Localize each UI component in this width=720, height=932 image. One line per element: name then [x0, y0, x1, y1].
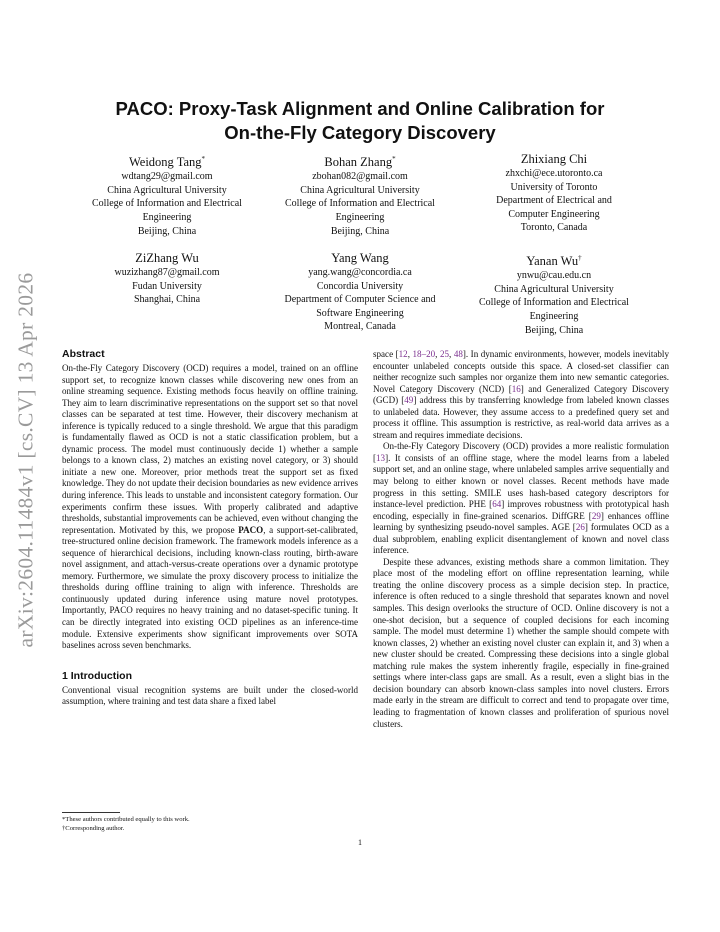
- author-location: Toronto, Canada: [520, 222, 588, 234]
- citation-link[interactable]: 26: [575, 522, 585, 533]
- page-number: 1: [358, 838, 362, 847]
- author-location: Beijing, China: [137, 225, 197, 237]
- author-email: wuzizhang87@gmail.com: [114, 267, 220, 278]
- author-name: Weidong Tang: [128, 155, 202, 170]
- introduction-heading: 1 Introduction: [62, 669, 132, 682]
- author-affiliation: China Agricultural University: [300, 184, 420, 196]
- citation-link[interactable]: 64: [492, 499, 502, 510]
- author-block-2: [267, 151, 453, 238]
- citation-link[interactable]: 13: [376, 452, 386, 463]
- footnote-rule: [62, 812, 120, 813]
- abstract-body: On-the-Fly Category Discovery (OCD) requires a model, trained on an offline support set, to recognize known classes while discovering new ones from an online streaming sequence. Existing methods focus heavily on offline training. They aim to learn discriminative representations on the support set so that novel classes can be separated at test time. However, their discovery mechanism at inference is typically reduced to a single threshold. We argue that this paradigm is fundamentally flawed as OCD is not a static classification problem, but a dynamic process. The model must continuously decide 1) whether a sample belongs to a known class, 2) matches an existing novel category, or 3) should initiate a new one. Moreover, prior methods treat the support set as fixed knowledge. They do not update their decision boundaries as new evidence arrives during inference. This leads to unstable and inconsistent category formation. Our experiments confirm these issues. With properly calibrated and adaptive thresholds, substantial improvements can be achieved, even without changing the representation. Motivated by this, we propose PACO, a support-set-calibrated, tree-structured online decision framework. The framework models inference as a sequence of hierarchical decisions, including known-class routing, birth-aware novel assignment, and attach-versus-create operations over a dynamic prototype memory. Furthermore, we simulate the proxy discovery process to initialize the thresholds during offline training to align with inference. Thresholds are continuously updated during inference using mature novel prototypes. Importantly, PACO requires no heavy training and no dataset-specific tuning. It can be directly integrated into existing OCD pipelines as an inference-time module. Extensive experiments show significant improvements over SOTA baselines across seven benchmarks.: [62, 363, 358, 651]
- author-block-4: [74, 250, 260, 307]
- author-email: wdtang29@gmail.com: [121, 171, 213, 183]
- method-name: PACO: [238, 524, 264, 535]
- author-email: zhxchi@ece.utoronto.ca: [505, 168, 603, 179]
- author-affiliation: Concordia University: [316, 280, 404, 292]
- abstract-heading: Abstract: [62, 348, 105, 360]
- author-email: ynwu@cau.edu.cn: [516, 270, 592, 282]
- intro-paragraph-2: On-the-Fly Category Discovery (OCD) provides a more realistic formulation [13]. It consists of an offline stage, where the model learns from a labeled support set, and an online stage, where unlabeled samples arrive sequentially and may belong to either known or novel classes. Recent methods have made progress in this setting. SMILE uses hash-based category descriptors for instance-level prediction. PHE [64] improves robustness with prototypical hash encoding, especially in fine-grained scenarios. DiffGRE [29] enhances offline learning by synthesizing pseudo-novel samples. AGE [26] formulates OCD as a dual subproblem, enabling explicit disentanglement of known and novel class inference.: [373, 441, 670, 556]
- arxiv-side-banner: [10, 255, 42, 665]
- author-department: College of Information and Electrical: [479, 297, 629, 309]
- author-name: Zhixiang Chi: [520, 152, 588, 166]
- citation-link[interactable]: 25: [439, 349, 449, 359]
- footnote-corresponding-author: †Corresponding author.: [62, 825, 125, 832]
- equal-contribution-mark: *: [201, 155, 206, 163]
- author-email: zbohan082@gmail.com: [312, 171, 408, 183]
- intro-paragraph-3: Despite these advances, existing methods share a common limitation. They place most of the modeling effort on offline representation learning, while treating the online discovery process as a simple decision step. In practice, inference is often reduced to a single threshold that separates known and novel samples. This design overlooks the structure of OCD. Online discovery is not a one-shot decision, but a sequence of coupled decisions for each incoming sample. The model must determine 1) whether the sample should compete with known classes, 2) whether an existing novel cluster can explain it, and 3) when a new cluster should be created. Compressing these decisions into a single global matching rule makes the system inherently fragile, especially in fine-grained settings where inter-class gaps are small. As a result, even a slight bias in the decision boundary can absorb known-class samples into novel clusters. Errors made early in the stream are difficult to correct and tend to propagate over time, leading to fragmentation of known classes and proliferation of spurious novel clusters.: [373, 556, 669, 729]
- author-affiliation: Fudan University: [132, 280, 202, 292]
- author-affiliation: China Agricultural University: [494, 283, 614, 295]
- author-block-1: [74, 151, 260, 238]
- equal-contribution-mark: *: [392, 155, 396, 163]
- citation-link[interactable]: 29: [591, 510, 601, 521]
- author-email: yang.wang@concordia.ca: [308, 267, 412, 278]
- author-department: Department of Electrical and: [496, 195, 612, 207]
- author-affiliation: China Agricultural University: [107, 184, 227, 196]
- author-department-cont: Software Engineering: [316, 307, 404, 319]
- author-department-cont: Engineering: [142, 211, 192, 223]
- author-block-5: [267, 250, 453, 334]
- author-name: Yang Wang: [331, 251, 389, 265]
- introduction-body: Conventional visual recognition systems are built under the closed-world assumption, where training and test data share a fixed label: [62, 684, 358, 707]
- author-affiliation: University of Toronto: [510, 181, 598, 193]
- author-name: ZiZhang Wu: [135, 251, 199, 265]
- intro-paragraph-1: space [12, 18–20, 25, 48]. In dynamic environments, however, models inevitably encounter unlabeled concepts outside this space. A closed-set classifier can neither recognize such samples nor organize them into new semantic categories. Novel Category Discovery (NCD) [16] and Generalized Category Discovery (GCD) [49] address this by transferring knowledge from labeled known classes to unlabeled data. However, they assume access to a predefined query set and process it offline. This assumption is restrictive, as real-world data arrives as a stream and requires immediate decisions.: [373, 349, 670, 440]
- author-location: Shanghai, China: [133, 294, 201, 306]
- author-department-cont: Engineering: [529, 310, 579, 322]
- author-location: Beijing, China: [524, 324, 584, 336]
- author-block-3: [461, 151, 647, 235]
- citation-link[interactable]: 18–20: [412, 349, 436, 359]
- citation-link[interactable]: 48: [453, 349, 463, 359]
- author-department: College of Information and Electrical: [285, 198, 435, 210]
- arxiv-identifier: arXiv:2604.11484v1 [cs.CV] 13 Apr 2026: [13, 272, 38, 648]
- right-column: [373, 349, 669, 730]
- citation-link[interactable]: 12: [398, 349, 408, 359]
- author-department: College of Information and Electrical: [92, 198, 242, 210]
- citation-link[interactable]: 49: [404, 395, 414, 406]
- author-block-6: [461, 250, 647, 337]
- title-line-1: PACO: Proxy-Task Alignment and Online Calibration for: [115, 98, 605, 119]
- author-department: Department of Computer Science and: [284, 294, 436, 306]
- footnote-equal-contribution: *These authors contributed equally to this work.: [62, 816, 190, 823]
- author-location: Montreal, Canada: [324, 321, 396, 333]
- citation-link[interactable]: 16: [511, 383, 521, 394]
- author-name: Bohan Zhang: [324, 155, 393, 170]
- author-location: Beijing, China: [330, 225, 390, 237]
- author-department-cont: Computer Engineering: [508, 208, 600, 220]
- author-name: Yanan Wu: [526, 254, 579, 269]
- author-department-cont: Engineering: [335, 211, 385, 223]
- corresponding-author-mark: †: [578, 254, 582, 262]
- title-line-2: On-the-Fly Category Discovery: [224, 122, 496, 143]
- left-column: [62, 347, 358, 708]
- paper-title: [60, 97, 660, 145]
